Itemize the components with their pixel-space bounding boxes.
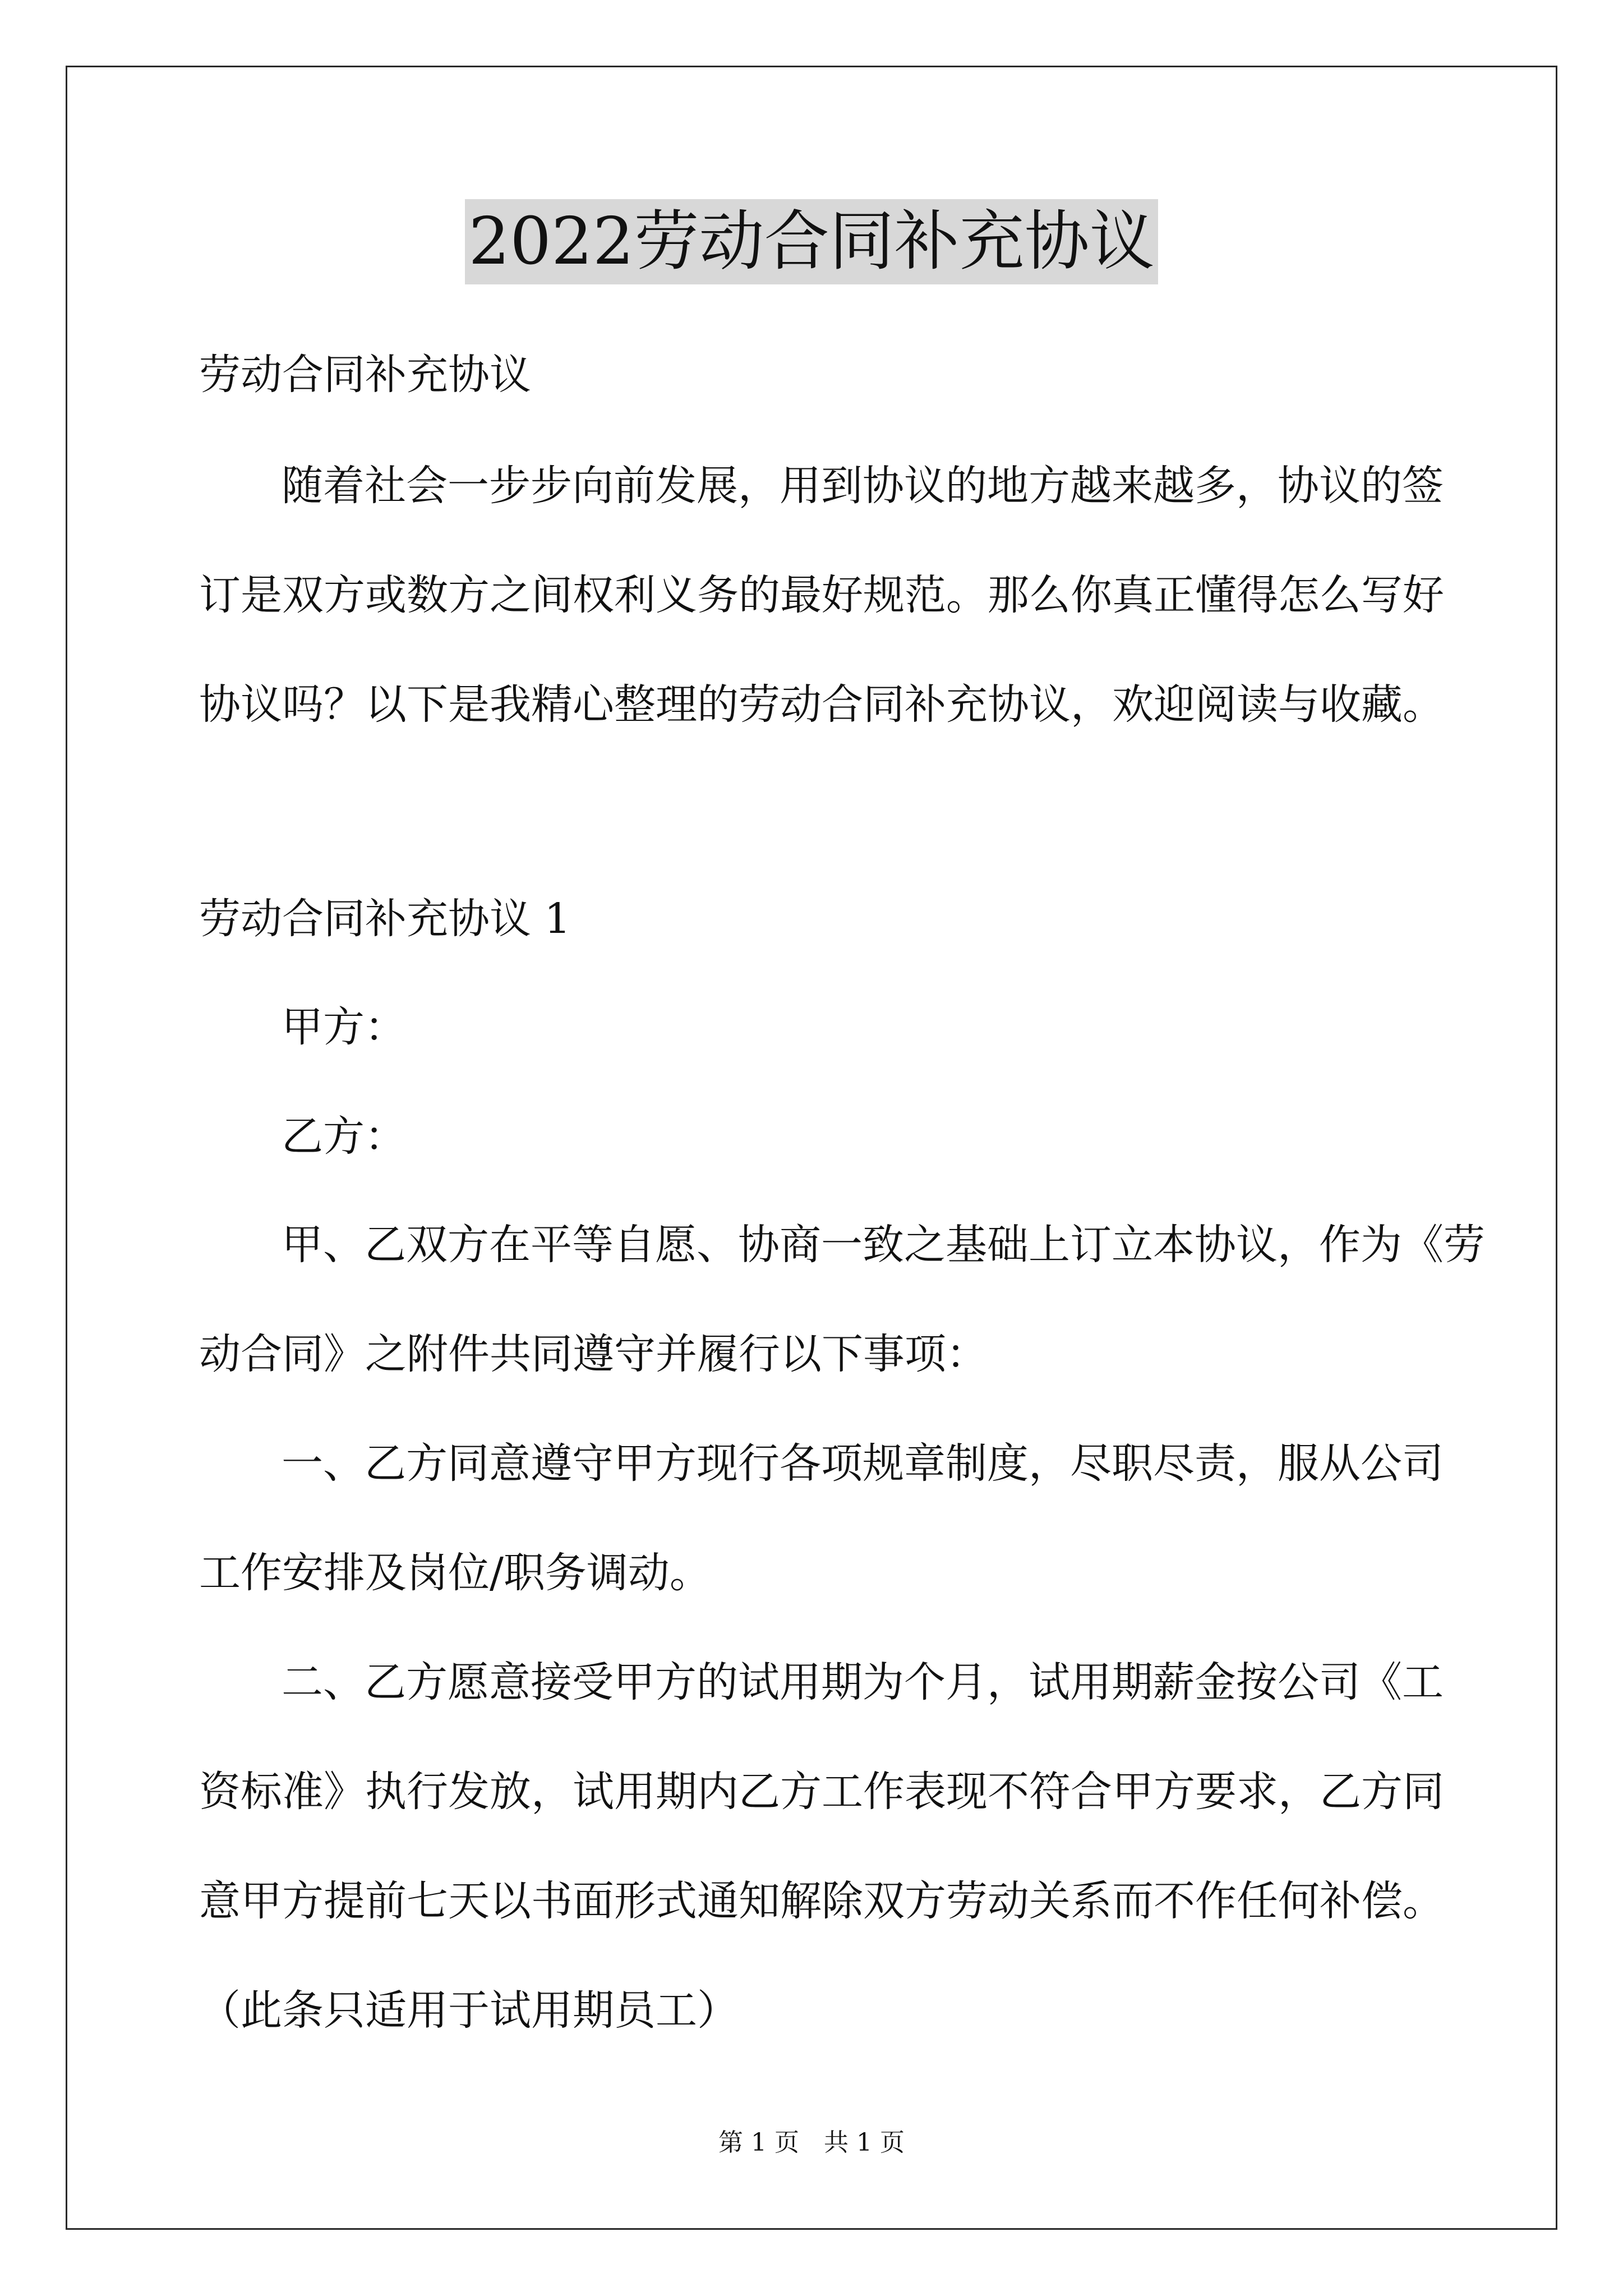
preamble-line-2: 动合同》之附件共同遵守并履行以下事项： — [199, 1330, 988, 1378]
clause-2-line-1: 二、乙方愿意接受甲方的试用期为个月，试用期薪金按公司《工 — [282, 1658, 1444, 1706]
title-container — [0, 199, 1623, 284]
intro-line-1: 随着社会一步步向前发展，用到协议的地方越来越多，协议的签 — [282, 462, 1444, 510]
clause-1-line-1: 一、乙方同意遵守甲方现行各项规章制度，尽职尽责，服从公司 — [282, 1439, 1444, 1488]
clause-2-line-4: （此条只适用于试用期员工） — [199, 1986, 739, 2035]
clause-2-line-2: 资标准》执行发放，试用期内乙方工作表现不符合甲方要求，乙方同 — [199, 1768, 1444, 1816]
page-footer: 第 1 页 共 1 页 — [718, 2128, 905, 2157]
intro-line-2: 订是双方或数方之间权利义务的最好规范。那么你真正懂得怎么写好 — [199, 571, 1444, 619]
preamble-line-1: 甲、乙双方在平等自愿、协商一致之基础上订立本协议，作为《劳 — [282, 1221, 1485, 1269]
clause-1-line-2: 工作安排及岗位/职务调动。 — [199, 1549, 711, 1597]
party-a-label: 甲方： — [282, 1003, 406, 1051]
intro-heading: 劳动合同补充协议 — [199, 351, 531, 399]
intro-line-3: 协议吗？以下是我精心整理的劳动合同补充协议，欢迎阅读与收藏。 — [199, 680, 1444, 729]
section-heading: 劳动合同补充协议 1 — [199, 895, 571, 943]
clause-2-line-3: 意甲方提前七天以书面形式通知解除双方劳动关系而不作任何补偿。 — [199, 1877, 1444, 1925]
party-b-label: 乙方： — [282, 1112, 406, 1161]
document-title: 2022劳动合同补充协议 — [465, 199, 1158, 284]
